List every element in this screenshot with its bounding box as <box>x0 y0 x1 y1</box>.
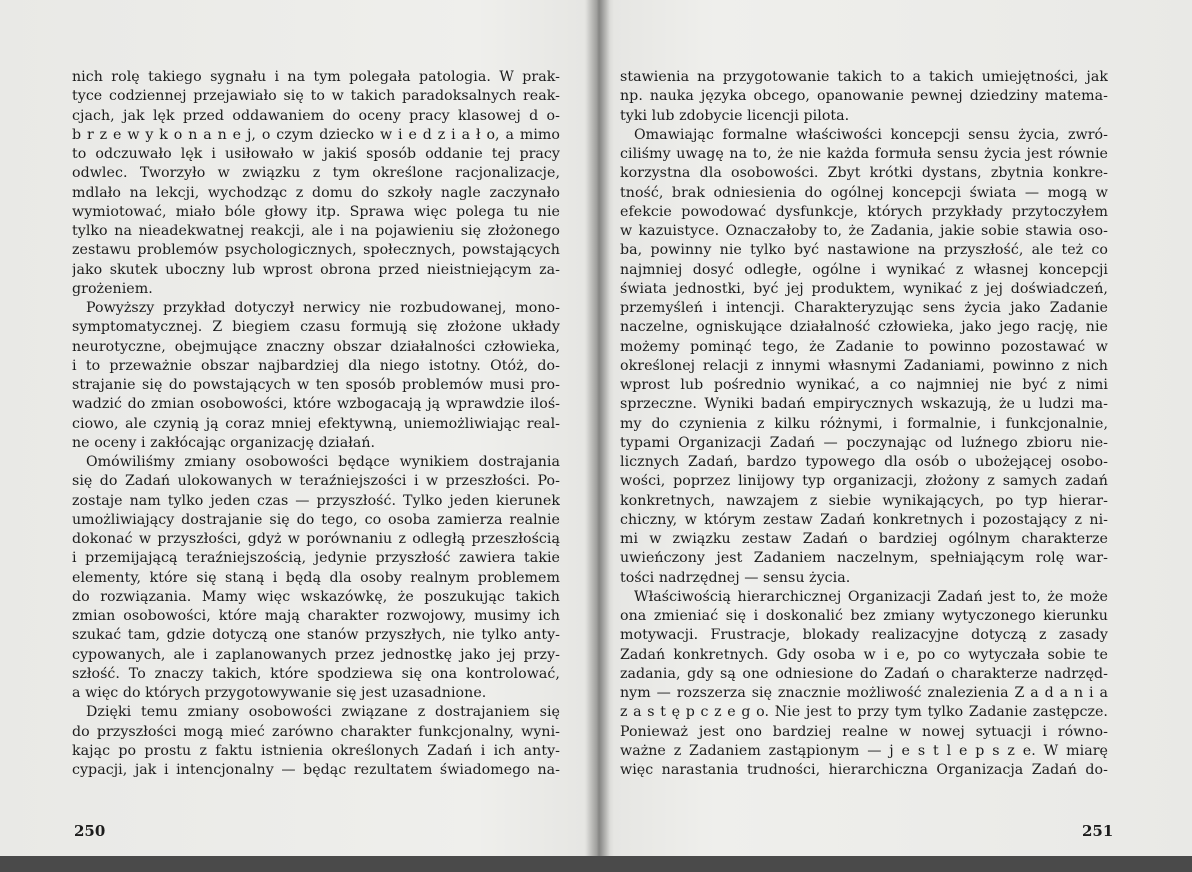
text-line: Właściwością hierarchicznej Organizacji Zadań jest to, że może <box>634 588 1108 605</box>
text-line: motywacji. Frustracje, blokady realizacyjne dotyczą z zasady <box>620 627 1108 644</box>
text-line: ona zmieniać się i doskonalić bez zmiany wytyczonego kierunku <box>620 608 1108 624</box>
text-line: cypacji, jak i intencjonalny — będąc rezultatem świadomego na- <box>72 762 560 778</box>
text-line: Ponieważ jest ono bardziej realne w nowej sytuacji i równo- <box>620 723 1108 740</box>
text-line: nich rolę takiego sygnału i na tym polegała patologia. W prak- <box>72 69 560 85</box>
text-line: uwieńczony jest Zadaniem naczelnym, spełniającym rolę war- <box>620 550 1108 567</box>
text-line: cypowanych, ale i zaplanowanych przez jednostkę jako jej przy- <box>72 646 560 663</box>
text-line: przemyśleń i intencji. Charakteryzując sens życia jako Zadanie <box>620 300 1108 316</box>
text-line: szukać tam, gdzie dotyczą one stanów przyszłych, nie tylko anty- <box>72 627 560 644</box>
text-line: i to przeważnie obszar najbardziej dla niego istotny. Otóż, do- <box>72 357 560 374</box>
text-line: tność, brak odniesienia do ogólnej koncepcji świata — mogą w <box>620 184 1108 201</box>
text-line: ba, powinny nie tylko być nastawione na przyszłość, ale też co <box>620 242 1108 259</box>
text-line: sprzeczne. Wyniki badań empirycznych wskazują, że u ludzi ma- <box>620 396 1108 413</box>
text-line: tylko na nieadekwatnej reakcji, ale i na pojawieniu się złożonego <box>72 223 560 239</box>
text-line: b r z e w y k o n a n e j, o czym dziecko w i e d z i a ł o, a mimo <box>72 126 560 143</box>
text-line: chiczny, w którym zestaw Zadań konkretnych i pozostający z ni- <box>620 511 1108 528</box>
text-line: wości, poprzez linijowy typ organizacji, złożony z samych zadań <box>620 473 1108 490</box>
text-line: elementy, które się staną i będą dla osoby realnym problemem <box>72 569 560 586</box>
text-line: najmniej dosyć odległe, ogólne i wynikać z własnej koncepcji <box>620 261 1108 278</box>
text-line: stawienia na przygotowanie takich to a takich umiejętności, jak <box>620 69 1108 85</box>
text-line: jako skutek uboczny lub wprost obrona przed nieistniejącym za- <box>72 261 560 278</box>
text-line: licznych Zadań, bardzo typowego dla osób o ubożejącej osobo- <box>620 454 1108 470</box>
text-line: więc narastania trudności, hierarchiczna Organizacja Zadań do- <box>620 762 1108 778</box>
text-line: do przyszłości mogą mieć zarówno charakter funkcjonalny, wyni- <box>72 723 560 740</box>
page-number-right: 251 <box>1082 822 1114 840</box>
scan-bottom-edge <box>0 856 1192 872</box>
right-page-text <box>620 68 1108 780</box>
text-line: nym — rozszerza się znacznie możliwość znalezienia Z a d a n i a <box>620 685 1108 701</box>
text-line: Omawiając formalne właściwości koncepcji sensu życia, zwró- <box>634 126 1108 143</box>
text-line: ciliśmy uwagę na to, że nie każda formuła sensu życia jest równie <box>620 146 1108 162</box>
text-line: efekcie powodować dysfunkcje, których przykłady przytoczyłem <box>620 203 1108 220</box>
text-line: tyce codziennej przejawiało się to w takich paradoksalnych reak- <box>72 88 560 105</box>
text-line: my do czynienia z kilku różnymi, i formalnie, i funkcjonalnie, <box>620 415 1108 432</box>
text-line: grożeniem. <box>72 280 153 297</box>
text-line: np. nauka języka obcego, opanowanie pewnej dziedziny matema- <box>620 88 1108 105</box>
text-line: dokonać w przyszłości, gdyż w porównaniu z odległą przeszłością <box>72 531 560 547</box>
text-line: to odczuwało lęk i usiłowało w jakiś sposób oddanie tej pracy <box>72 146 560 162</box>
text-line: tości nadrzędnej — sensu życia. <box>620 569 851 586</box>
text-line: zadania, gdy są one odniesione do Zadań o charakterze nadrzęd- <box>620 665 1108 682</box>
text-line: wprost lub pośrednio wynikać, a co najmniej nie być z nimi <box>620 377 1108 393</box>
text-line: możemy pominąć tego, że Zadanie to powinno pozostawać w <box>620 338 1108 355</box>
text-line: Dzięki temu zmiany osobowości związane z dostrajaniem się <box>86 704 560 721</box>
text-line: szłość. To znaczy takich, które spodziewa się ona kontrolować, <box>72 665 560 682</box>
text-line: korzystna dla osobowości. Zbyt krótki dystans, zbytnia konkre- <box>620 165 1108 182</box>
text-line: określonej relacji z innymi własnymi Zadaniami, powinno z nich <box>620 357 1108 374</box>
text-line: do rozwiązania. Mamy więc wskazówkę, że poszukując takich <box>72 588 560 605</box>
text-line: Zadań konkretnych. Gdy osoba w i e, po co wytyczała sobie te <box>620 646 1108 663</box>
text-line: z a s t ę p c z e g o. Nie jest to przy tym tylko Zadanie zastępcze. <box>620 704 1108 721</box>
text-line: zestawu problemów psychologicznych, społecznych, powstających <box>72 242 560 259</box>
text-line: tyki lub zdobycie licencji pilota. <box>620 107 850 124</box>
text-line: cjach, jak lęk przed oddawaniem do oceny pracy klasowej d o- <box>72 107 560 124</box>
text-line: naczelne, ogniskujące działalność człowieka, jako jego rację, nie <box>620 319 1108 336</box>
text-line: a więc do których przygotowywanie się jest uzasadnione. <box>72 685 487 701</box>
text-line: zostaje nam tylko jeden czas — przyszłość. Tylko jeden kierunek <box>72 492 560 509</box>
text-line: Omówiliśmy zmiany osobowości będące wynikiem dostrajania <box>86 454 560 470</box>
text-line: symptomatycznej. Z biegiem czasu formują się złożone układy <box>72 319 560 336</box>
text-line: Powyższy przykład dotyczył nerwicy nie rozbudowanej, mono- <box>86 300 560 316</box>
text-line: ne oceny i zakłócając organizację działań. <box>72 434 376 451</box>
text-line: konkretnych, nawzajem z siebie wynikających, po typ hierar- <box>620 492 1108 509</box>
book-gutter <box>586 0 610 872</box>
text-line: strajanie się do powstających w ten sposób problemów musi pro- <box>72 377 560 393</box>
text-line: ważne z Zadaniem zastąpionym — j e s t l e p s z e. W miarę <box>620 742 1108 759</box>
text-line: wadzić do zmian osobowości, które wzbogacają ją wprawdzie iloś- <box>72 396 560 413</box>
text-line: odwlec. Tworzyło w związku z tym określone racjonalizacje, <box>72 165 560 182</box>
text-line: się do Zadań ulokowanych w teraźniejszości i w przeszłości. Po- <box>72 473 560 490</box>
text-line: kając po prostu z faktu istnienia określonych Zadań i ich anty- <box>72 742 560 759</box>
text-line: w kazuistyce. Oznaczałoby to, że Zadania, jakie sobie stawia oso- <box>620 223 1108 239</box>
text-line: typami Organizacji Zadań — poczynając od luźnego zbioru nie- <box>620 434 1108 451</box>
text-line: ciowo, ale czynią ją coraz mniej efektywną, uniemożliwiając real- <box>72 415 560 432</box>
text-line: neurotyczne, obejmujące znaczny obszar działalności człowieka, <box>72 338 560 355</box>
text-line: i przemijającą teraźniejszością, jedynie przyszłość zawiera takie <box>72 550 560 567</box>
left-page-text <box>72 68 560 780</box>
text-line: umożliwiający dostrajanie się do tego, co osoba zamierza realnie <box>72 511 560 528</box>
page-number-left: 250 <box>74 822 106 840</box>
text-line: świata jednostki, być jej produktem, wynikać z jej doświadczeń, <box>620 280 1108 297</box>
text-line: mdlało na lekcji, wychodząc z domu do szkoły nagle zaczynało <box>72 184 560 201</box>
text-line: zmian osobowości, które mają charakter rozwojowy, musimy ich <box>72 608 560 624</box>
text-line: wymiotować, miało bóle głowy itp. Sprawa więc polega tu nie <box>72 203 560 220</box>
text-line: mi w związku zestaw Zadań o bardziej ogólnym charakterze <box>620 531 1108 547</box>
